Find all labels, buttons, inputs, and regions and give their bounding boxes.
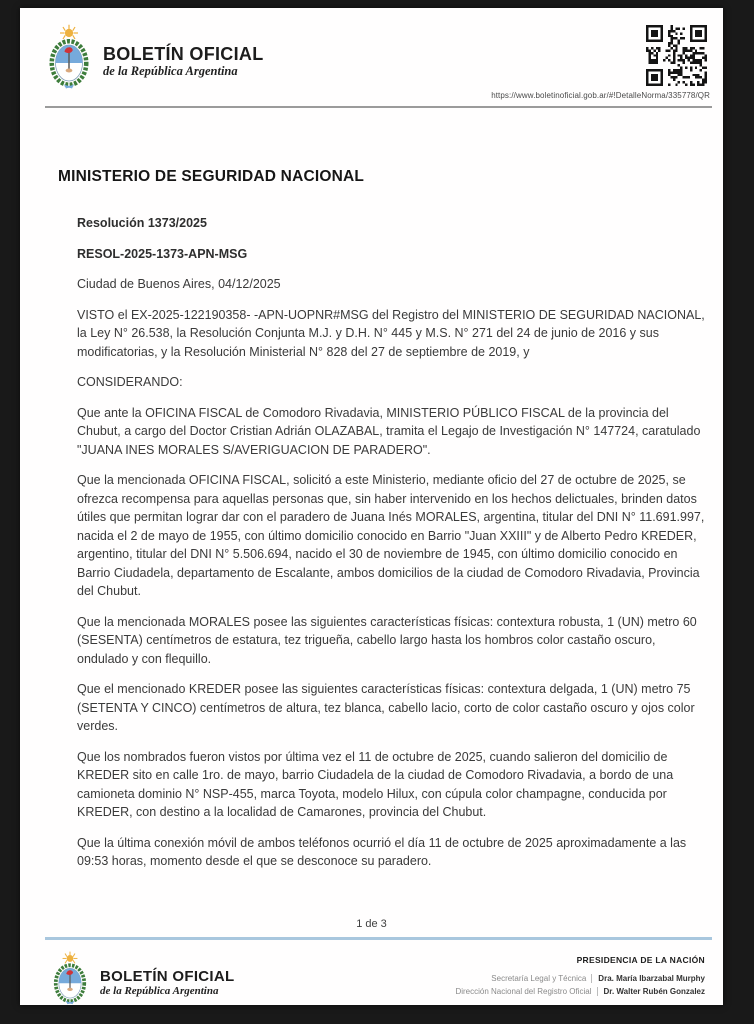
official-name: Dra. María Ibarzabal Murphy [591,974,705,983]
footer-officials [455,955,705,1000]
body-paragraph: Que los nombrados fueron vistos por última vez el 11 de octubre de 2025, cuando salieron del domicilio de KREDER sito en calle 1ro. de mayo, barrio Ciudadela de la ciudad de Comodoro Rivadavia, a bordo de una camioneta dominio N° NSP-455, marca Toyota, modelo Hilux, con cúpula color champagne, conducida por KREDER, con destino a la localidad de Camarones, provincia del Chubut. [77,749,674,819]
qr-block [470,25,710,100]
official-row [455,974,705,983]
document-page [20,8,723,1005]
boletin-oficial-header-logo [45,24,264,98]
boletin-oficial-footer-logo [50,951,235,1013]
ministry-title: MINISTERIO DE SEGURIDAD NACIONAL [58,168,365,185]
page-number: 1 de 3 [356,918,387,930]
official-name: Dr. Walter Rubén Gonzalez [597,987,706,996]
body-paragraph: Que el mencionado KREDER posee las siguientes características físicas: contextura delgada, 1 (UN) metro 75 (SETENTA Y CINCO) centímetros de altura, tez blanca, cabello lacio, corto de color castaño oscuro y ojos color verdes. [77,682,695,733]
official-role: Secretaría Legal y Técnica [491,974,587,983]
city-date-line: Ciudad de Buenos Aires, 04/12/2025 [77,277,281,291]
coat-of-arms-icon [45,24,93,98]
visto-paragraph: VISTO el EX-2025-122190358- -APN-UOPNR#MSG del Registro del MINISTERIO DE SEGURIDAD NACIONAL, la Ley N° 26.538, la Resolución Conjunta M.J. y D.H. N° 445 y M.S. N° 271 del 24 de junio de 2016 y sus modificatorias, y la Resolución Ministerial N° 828 del 27 de septiembre de 2019, y [77,307,705,359]
brand-subtitle: de la República Argentina [100,984,219,997]
qr-code-icon [646,25,707,86]
header-divider [45,106,712,108]
norma-detail-url: https://www.boletinoficial.gob.ar/#!DetalleNorma/335778/QR [491,91,710,100]
resolution-code: RESOL-2025-1373-APN-MSG [77,246,248,261]
brand-title: BOLETÍN OFICIAL [103,43,264,64]
body-paragraph: Que ante la OFICINA FISCAL de Comodoro Rivadavia, MINISTERIO PÚBLICO FISCAL de la provincia del Chubut, a cargo del Doctor Cristian Adrián OLAZABAL, tramita el Legajo de Investigación N° 147724, caratulado "JUANA INES MORALES S/AVERIGUACION DE PARADERO". [77,405,701,457]
document-body [58,167,709,883]
coat-of-arms-icon [50,951,90,1013]
considerando-label: CONSIDERANDO: [77,375,183,389]
footer-divider [45,937,712,940]
brand-title: BOLETÍN OFICIAL [100,967,235,985]
brand-subtitle: de la República Argentina [103,63,238,78]
official-role: Dirección Nacional del Registro Oficial [455,987,592,996]
presidency-label: PRESIDENCIA DE LA NACIÓN [576,955,705,965]
body-paragraph: Que la mencionada OFICINA FISCAL, solicitó a este Ministerio, mediante oficio del 27 de octubre de 2025, se ofrezca recompensa para aquellas personas que, sin haber intervenido en los hechos delictuales, brinden datos útiles que permitan lograr dar con el paradero de Juana Inés MORALES, argentina, titular del DNI N° 11.691.997, nacida el 2 de mayo de 1955, con último domicilio conocido en Barrio "Juan XXIII" y de Alberto Pedro KREDER, argentino, titular del DNI N° 5.506.694, nacido el 30 de noviembre de 1945, con último domicilio conocido en Barrio Ciudadela, departamento de Escalante, ambos domicilios de la ciudad de Comodoro Rivadavia, Provincia del Chubut. [77,473,705,598]
body-paragraph: Que la última conexión móvil de ambos teléfonos ocurrió el día 11 de octubre de 2025 aproximadamente a las 09:53 horas, momento desde el que se desconoce su paradero. [77,835,687,868]
official-row [455,987,705,996]
resolution-number: Resolución 1373/2025 [77,216,207,230]
body-paragraph: Que la mencionada MORALES posee las siguientes características físicas: contextura robusta, 1 (UN) metro 60 (SESENTA) centímetros de estatura, tez trigueña, cabello largo hasta los hombros color castaño oscuro, ondulado y con flequillo. [77,614,697,666]
